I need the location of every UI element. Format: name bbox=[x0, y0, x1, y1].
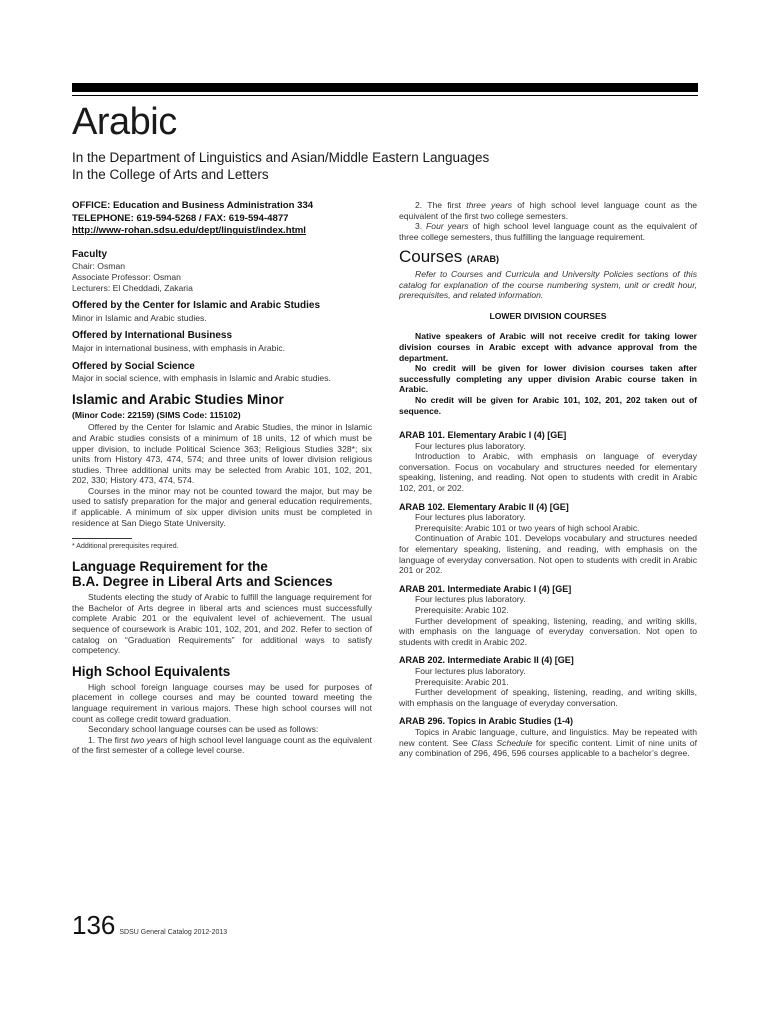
course-description: Introduction to Arabic, with emphasis on language of everyday conversation. Focus on vocabulary and structures needed for elementary speaking, listening, and reading. Not open to students with credit in Arabic 102, 201, or 202. bbox=[399, 451, 697, 494]
high-school-heading: High School Equivalents bbox=[72, 663, 231, 679]
course-detail: Four lectures plus laboratory. bbox=[415, 512, 526, 523]
minor-codes: (Minor Code: 22159) (SIMS Code: 115102) bbox=[72, 409, 241, 420]
course-title: ARAB 201. Intermediate Arabic I (4) [GE] bbox=[399, 583, 572, 594]
faculty-chair: Chair: Osman bbox=[72, 261, 126, 272]
left-column bbox=[72, 200, 372, 756]
high-school-paragraph: High school foreign language courses may be used for purposes of placement in college courses and may be counted toward meeting the language requirement in various majors. These high school courses will not count as college credit toward graduation. bbox=[72, 681, 372, 724]
offered-text: Minor in Islamic and Arabic studies. bbox=[72, 312, 207, 323]
department-url-link[interactable]: http://www-rohan.sdsu.edu/dept/linguist/index.html bbox=[72, 225, 306, 237]
language-requirement-heading-line: B.A. Degree in Liberal Arts and Sciences bbox=[72, 574, 333, 590]
minor-heading: Islamic and Arabic Studies Minor bbox=[72, 391, 284, 407]
high-school-item: 1. The first two years of high school level language count as the equivalent of the first semester of a college level course. bbox=[72, 734, 373, 756]
course-description: Topics in Arabic language, culture, and linguistics. May be repeated with new content. See Class Schedule for specific content. Limit of nine units of any combination of 296, 496, 596 courses applicable to a bachelor’s degree. bbox=[399, 726, 697, 759]
courses-heading: Courses (ARAB) bbox=[399, 247, 500, 267]
phone-line: TELEPHONE: 619-594-5268 / FAX: 619-594-4877 bbox=[72, 212, 289, 224]
faculty-heading: Faculty bbox=[72, 248, 108, 260]
language-requirement-text: Students electing the study of Arabic to fulfill the language requirement for the Bachelor of Arts degree in liberal arts and sciences must successfully complete Arabic 201 or the equivalent level of achievement. The usual sequence of coursework is Arabic 101, 102, 201, and 202. Refer to section of catalog on “Graduation Requirements” for additional ways to satisfy competency. bbox=[72, 592, 372, 656]
course-title: ARAB 296. Topics in Arabic Studies (1-4) bbox=[399, 716, 574, 727]
minor-paragraph: Offered by the Center for Islamic and Arabic Studies, the minor in Islamic and Arabic studies consists of a minimum of 18 units, 12 of which must be upper division, to include Political Science 363; Religious Studies 328*; six units from History 473, 474, 574; and three units of lower division religious studies. Three additional units may be selected from Arabic 101, 102, 201, 202, 330; History 473, 474, 574. bbox=[72, 422, 372, 486]
offered-heading: Offered by International Business bbox=[72, 330, 233, 342]
offered-text: Major in international business, with emphasis in Arabic. bbox=[72, 342, 286, 353]
courses-notice: No credit will be given for lower division courses taken after successfully completing any upper division Arabic course taken in Arabic. bbox=[399, 363, 697, 395]
course-title: ARAB 101. Elementary Arabic I (4) [GE] bbox=[399, 430, 567, 441]
course-title: ARAB 102. Elementary Arabic II (4) [GE] bbox=[399, 501, 569, 512]
offered-text: Major in social science, with emphasis in Islamic and Arabic studies. bbox=[72, 373, 331, 384]
faculty-associate: Associate Professor: Osman bbox=[72, 271, 181, 282]
high-school-item: 3. Four years of high school level language count as the equivalent of three college semesters, thus fulfilling the language requirement. bbox=[399, 221, 697, 242]
header-rule-thin bbox=[72, 95, 698, 96]
faculty-lecturers: Lecturers: El Cheddadi, Zakaria bbox=[72, 282, 193, 293]
office-line: OFFICE: Education and Business Administration 334 bbox=[72, 200, 314, 211]
course-description: Continuation of Arabic 101. Develops vocabulary and structures needed for elementary speaking, listening, and reading, with emphasis on the language of everyday conversation. Not open to students with credit in Arabic 201 or 202. bbox=[399, 533, 697, 576]
lower-division-heading: LOWER DIVISION COURSES bbox=[489, 310, 607, 321]
footnote-rule bbox=[72, 538, 132, 539]
course-detail: Prerequisite: Arabic 102. bbox=[415, 605, 509, 615]
language-requirement-heading bbox=[72, 559, 372, 589]
high-school-paragraph: Secondary school language courses can be used as follows: bbox=[88, 724, 319, 735]
course-detail: Prerequisite: Arabic 101 or two years of high school Arabic. bbox=[415, 522, 640, 533]
course-description: Further development of speaking, listening, reading, and writing skills, with emphasis on the language of everyday conversation. bbox=[399, 687, 697, 708]
high-school-item: 2. The first three years of high school level language count as the equivalent of the first two college semesters. bbox=[399, 200, 697, 221]
page-footer bbox=[72, 910, 227, 941]
contact-block bbox=[72, 200, 372, 238]
catalog-name: SDSU General Catalog 2012-2013 bbox=[119, 929, 228, 936]
course-detail: Prerequisite: Arabic 201. bbox=[415, 676, 509, 687]
header-rule-thick bbox=[72, 83, 698, 92]
footnote: * Additional prerequisites required. bbox=[72, 543, 179, 551]
course-detail: Four lectures plus laboratory. bbox=[415, 665, 526, 676]
offered-heading: Offered by the Center for Islamic and Arabic Studies bbox=[72, 300, 321, 312]
course-detail: Four lectures plus laboratory. bbox=[415, 594, 526, 605]
language-requirement-heading-line: Language Requirement for the bbox=[72, 559, 268, 575]
page-number: 136 bbox=[72, 910, 116, 940]
courses-notice: No credit will be given for Arabic 101, 102, 201, 202 taken out of sequence. bbox=[399, 394, 697, 416]
course-detail: Four lectures plus laboratory. bbox=[415, 440, 526, 451]
department-line: In the Department of Linguistics and Asian/Middle Eastern Languages bbox=[72, 150, 490, 165]
courses-notice: Native speakers of Arabic will not receive credit for taking lower division courses in Arabic except with advance approval from the department. bbox=[399, 331, 697, 363]
college-line: In the College of Arts and Letters bbox=[72, 167, 269, 182]
minor-paragraph: Courses in the minor may not be counted toward the major, but may be used to satisfy preparation for the major and general education requirements, if applicable. A minimum of six upper division units must be completed in residence at San Diego State University. bbox=[72, 485, 372, 528]
page-title: Arabic bbox=[72, 101, 177, 143]
course-description: Further development of speaking, listening, reading, and writing skills, with emphasis on the language of everyday conversation. Not open to students with credit in Arabic 202. bbox=[399, 615, 697, 647]
course-title: ARAB 202. Intermediate Arabic II (4) [GE] bbox=[399, 655, 574, 666]
courses-intro: Refer to Courses and Curricula and University Policies sections of this catalog for explanation of the course numbering system, unit or credit hour, prerequisites, and related information. bbox=[399, 268, 697, 301]
offered-heading: Offered by Social Science bbox=[72, 360, 195, 372]
right-column bbox=[399, 200, 697, 759]
